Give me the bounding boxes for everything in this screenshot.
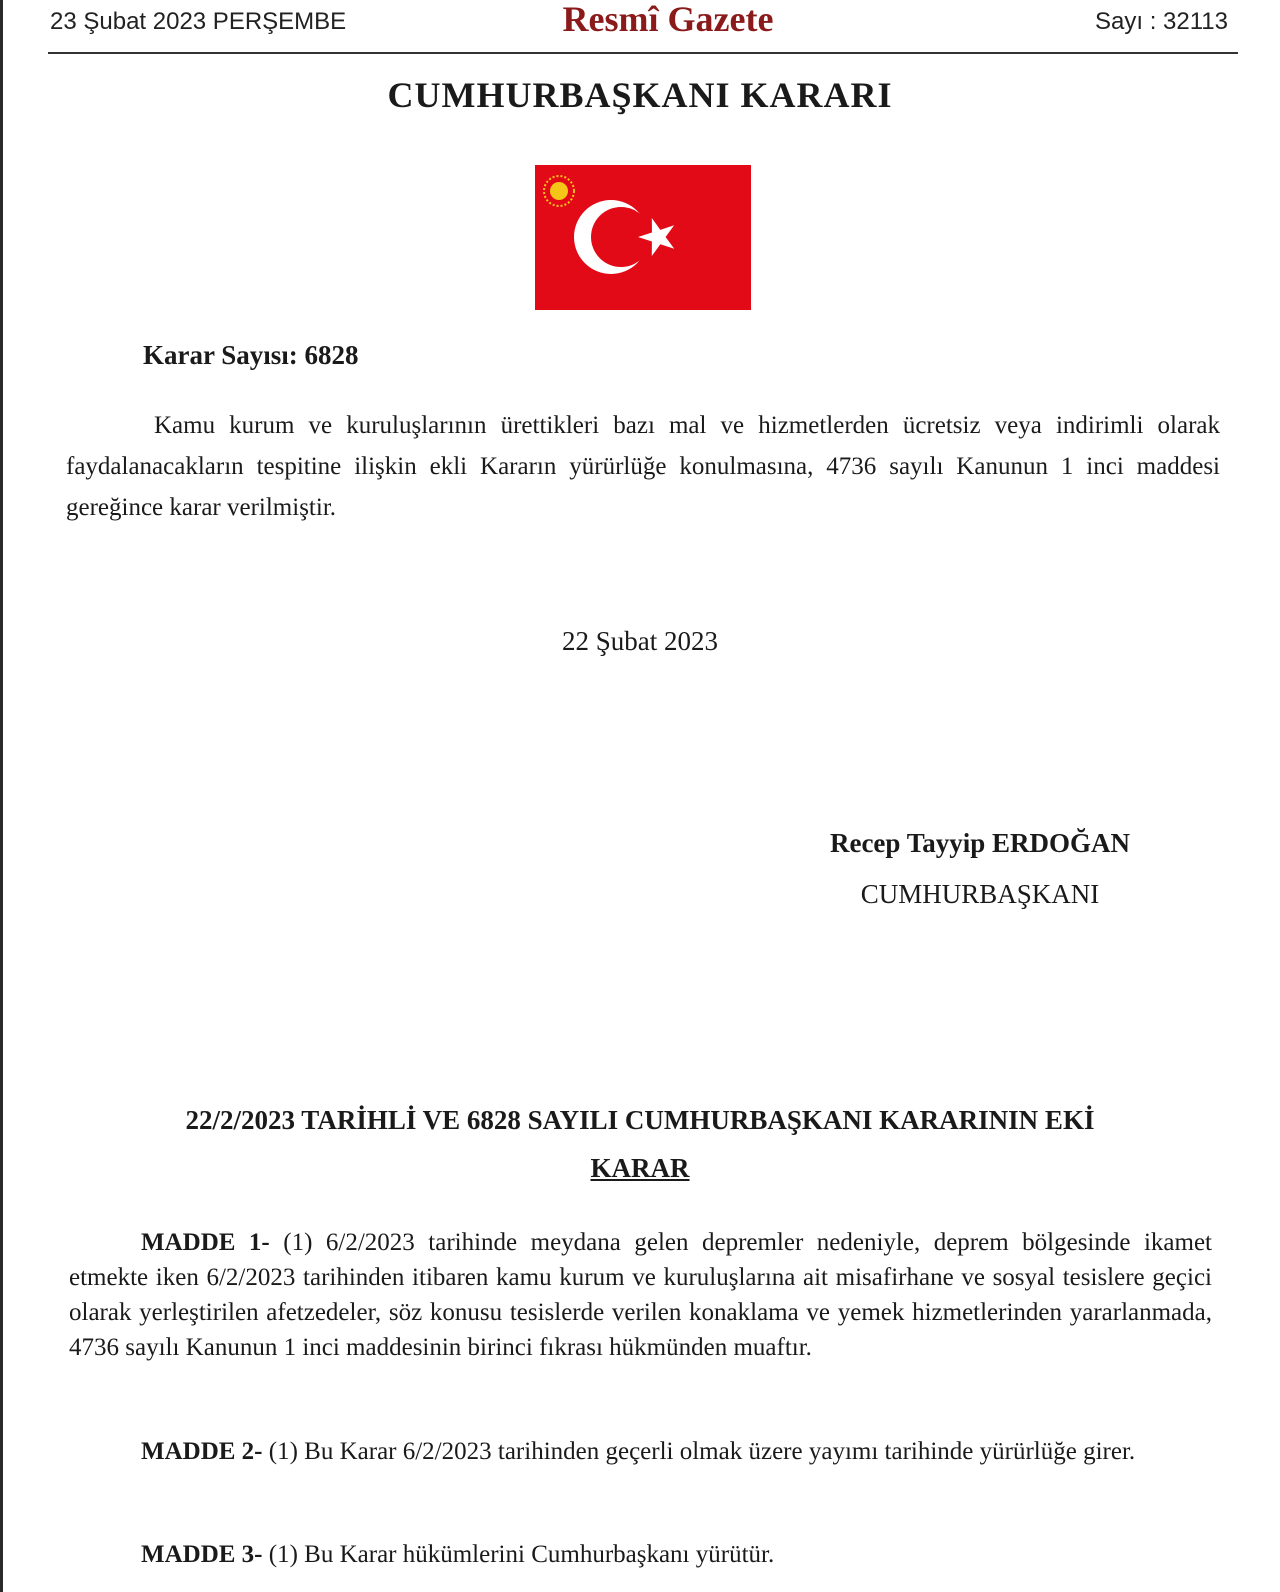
article-1-label: MADDE 1-	[141, 1229, 270, 1256]
signer-name: Recep Tayyip ERDOĞAN	[829, 828, 1131, 858]
article-3	[69, 1537, 1212, 1572]
document-title: CUMHURBAŞKANI KARARI	[387, 75, 893, 115]
article-3-label: MADDE 3-	[141, 1541, 263, 1568]
annex-subheading: KARAR	[590, 1153, 690, 1183]
decision-intro-paragraph: Kamu kurum ve kuruluşlarının ürettikleri bazı mal ve hizmetlerden ücretsiz veya indirimli olarak faydalanacakların tespitine ilişkin ekli Kararın yürürlüğe konulmasına, 4736 sayılı Kanunun 1 inci maddesi gereğince karar verilmiştir.	[66, 412, 1220, 521]
signature-date: 22 Şubat 2023	[561, 626, 718, 656]
article-2-label: MADDE 2-	[141, 1438, 263, 1465]
article-3-text: (1) Bu Karar hükümlerini Cumhurbaşkanı yürütür.	[268, 1541, 775, 1568]
page-left-border	[0, 0, 3, 1592]
decision-number: Karar Sayısı: 6828	[143, 340, 359, 370]
article-1-text: (1) 6/2/2023 tarihinde meydana gelen depremler nedeniyle, deprem bölgesinde ikamet etmekte iken 6/2/2023 tarihinden itibaren kamu kurum ve kuruluşlarına ait misafirhane ve sosyal tesislere geçici olarak yerleştirilen afetzedeler, söz konusu tesislerde verilen konaklama ve yemek hizmetlerinden yararlanmada, 4736 sayılı Kanunun 1 inci maddesinin birinci fıkrası hükmünden muaftır.	[69, 1229, 1212, 1361]
article-1	[69, 1225, 1212, 1365]
article-2	[69, 1434, 1212, 1469]
gazette-title: Resmî Gazete	[562, 0, 774, 39]
publication-date: 23 Şubat 2023 PERŞEMBE	[50, 8, 347, 35]
annex-heading: 22/2/2023 TARİHLİ VE 6828 SAYILI CUMHURBAŞKANI KARARININ EKİ	[185, 1105, 1095, 1135]
article-2-text: (1) Bu Karar 6/2/2023 tarihinden geçerli olmak üzere yayımı tarihinde yürürlüğe girer.	[268, 1438, 1136, 1465]
emblem-sun-icon	[550, 182, 568, 200]
signer-title: CUMHURBAŞKANI	[860, 879, 1100, 909]
gazette-header	[48, 0, 1238, 54]
issue-number: Sayı : 32113	[1095, 8, 1228, 35]
presidential-flag-icon	[535, 165, 751, 310]
